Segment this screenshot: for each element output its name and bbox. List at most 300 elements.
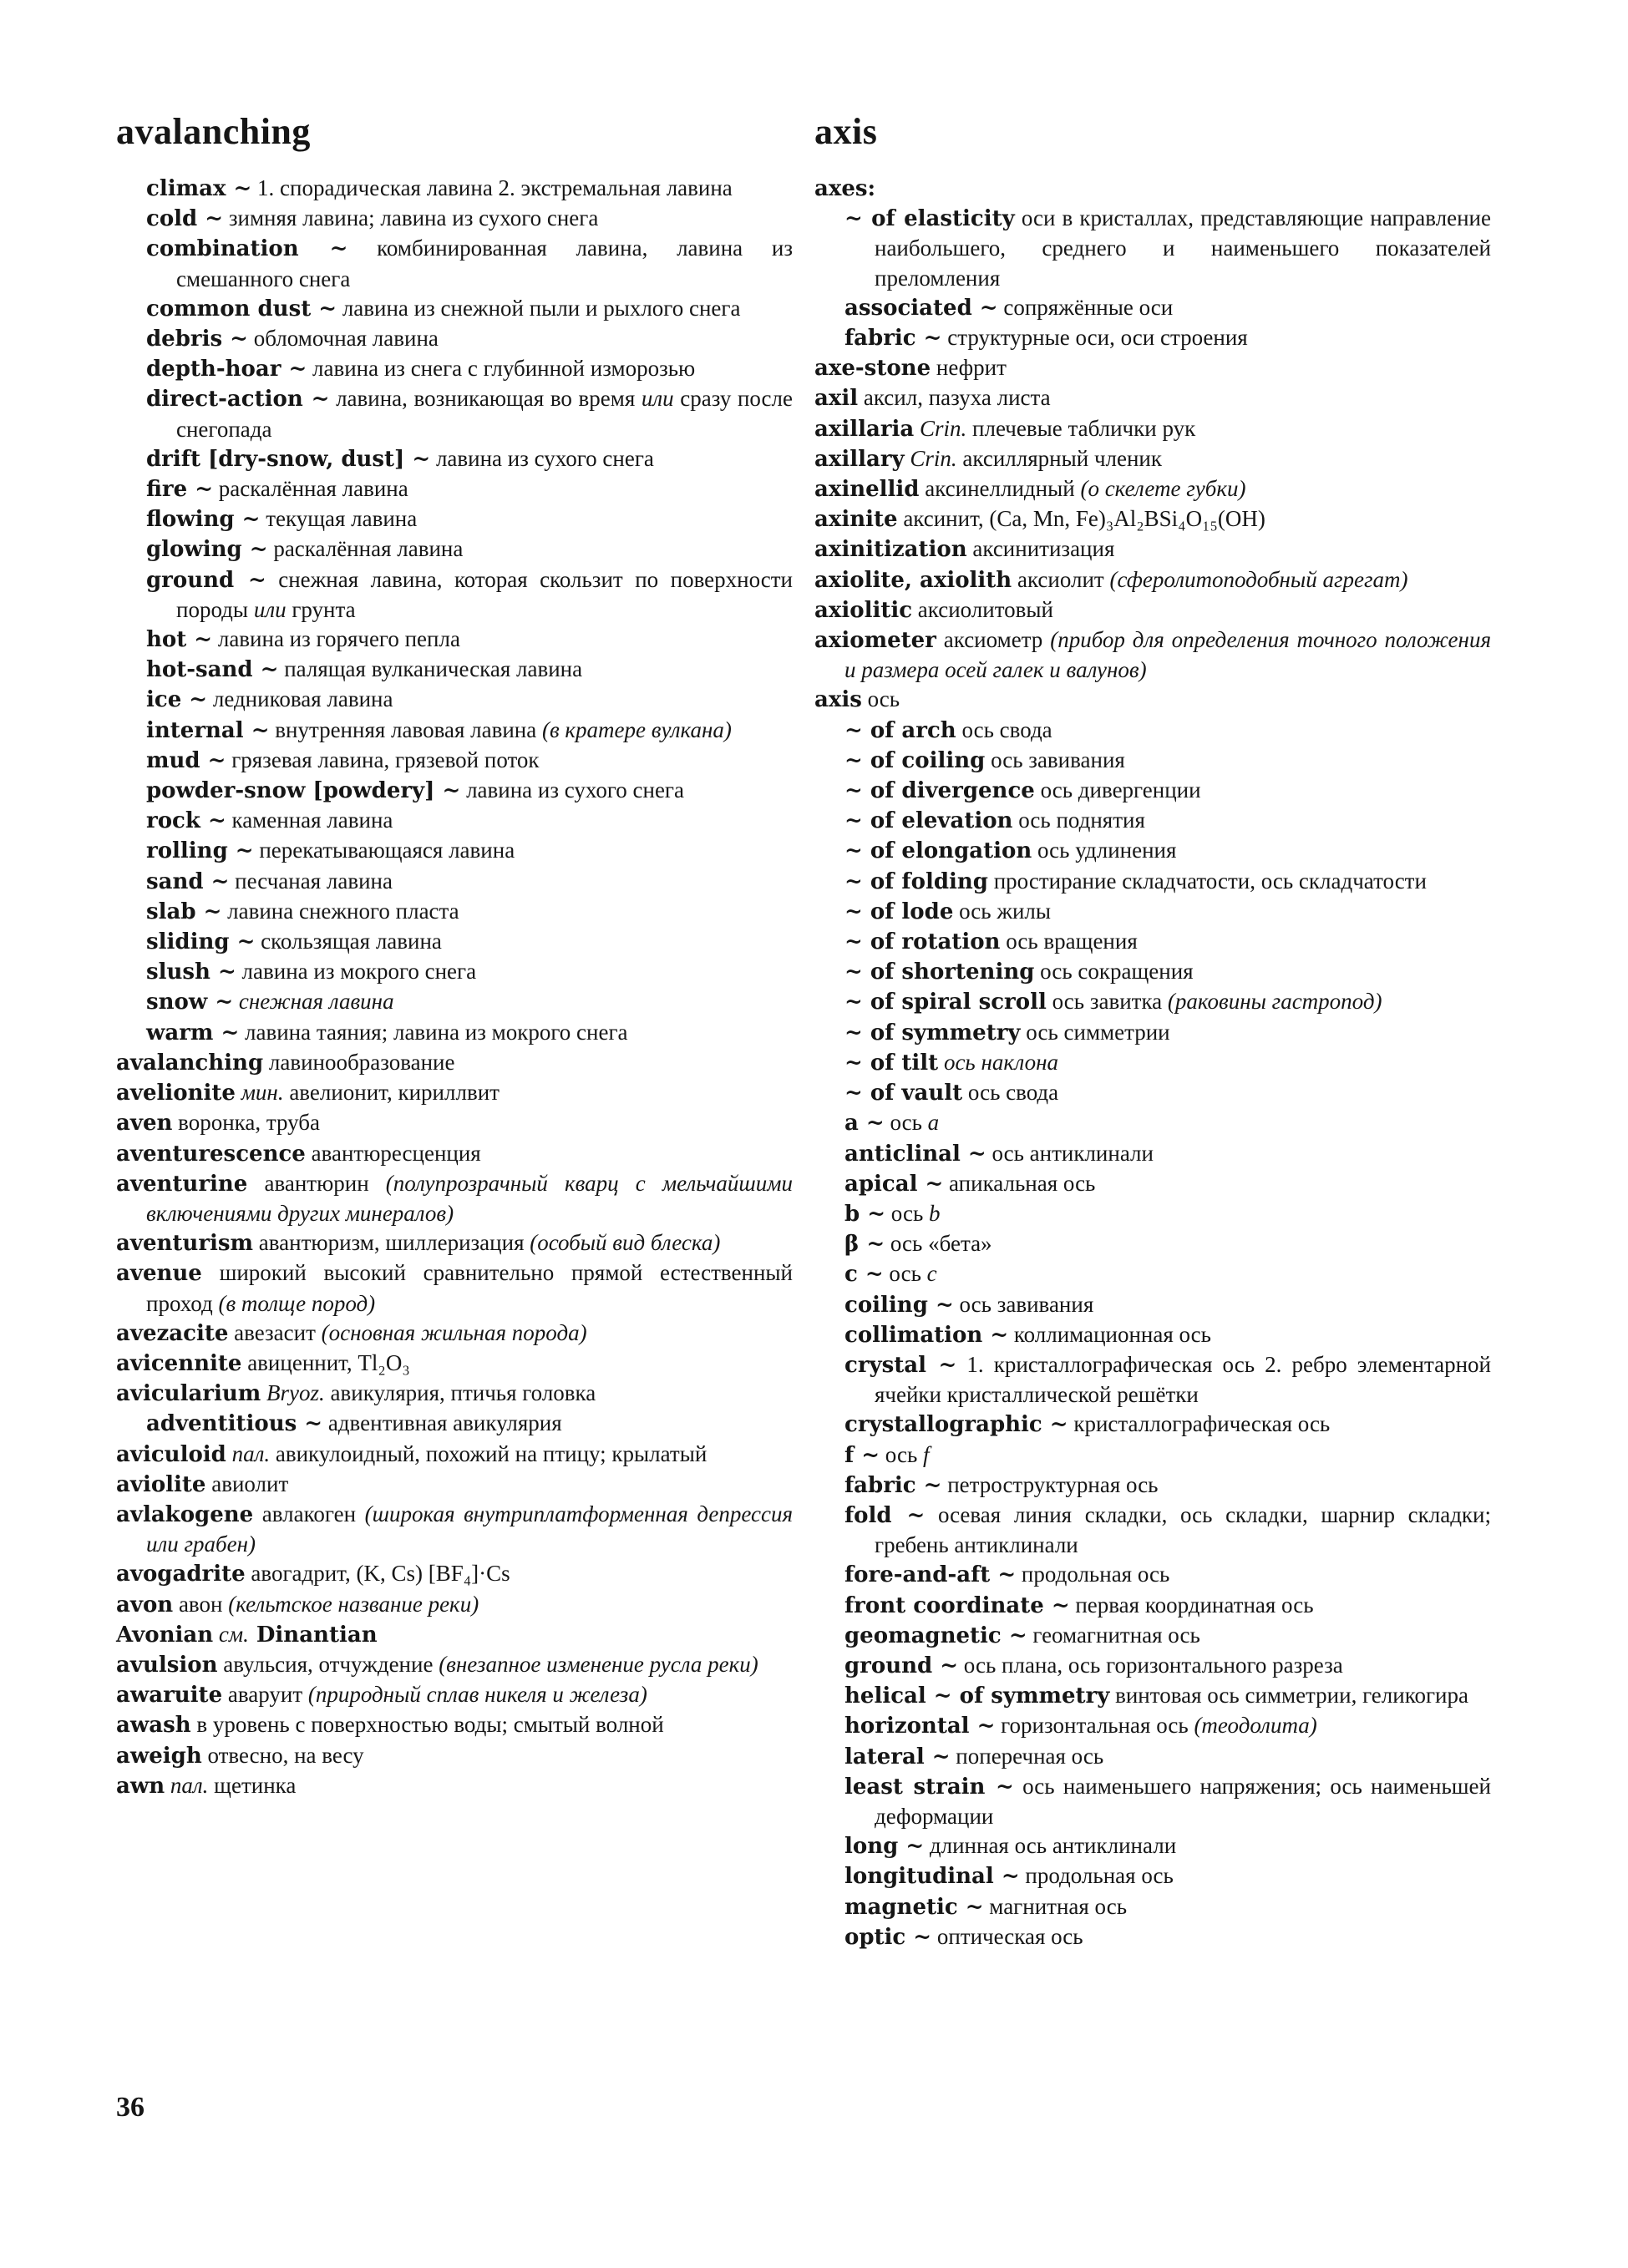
dictionary-entry (116, 1440, 793, 1470)
cross-reference: Dinantian (248, 1622, 378, 1648)
headword: snow ~ (146, 990, 234, 1015)
definition: аваруит (222, 1682, 303, 1708)
definition: ось свода (962, 1080, 1059, 1106)
definition: авелионит, кириллвит (283, 1080, 500, 1106)
headword: common dust ~ (146, 296, 337, 321)
headword: axis (814, 687, 862, 713)
definition: лавина из снега с глубинной изморозью (307, 356, 696, 382)
headword: adventitious ~ (146, 1411, 323, 1437)
definition: ось симметрии (1020, 1019, 1170, 1045)
dictionary-entry (814, 1831, 1491, 1861)
dictionary-entry (814, 1078, 1491, 1108)
definition: раскалённая лавина (212, 476, 408, 502)
dictionary-entry (814, 1440, 1491, 1471)
headword: axiolite, axiolith (814, 567, 1012, 593)
dictionary-entry (814, 1018, 1491, 1048)
definition: каменная лавина (226, 807, 393, 833)
right-entry-list (814, 174, 1491, 1952)
headword: ground ~ (146, 567, 266, 593)
dictionary-entry (814, 685, 1491, 715)
gloss-note: (основная жильная порода) (315, 1319, 587, 1345)
headword: axinite (814, 507, 898, 533)
headword: axil (814, 386, 859, 412)
dictionary-entry (814, 987, 1491, 1017)
dictionary-entry (116, 957, 793, 987)
dictionary-entry (116, 806, 793, 836)
dictionary-entry (814, 1139, 1491, 1169)
dictionary-entry (116, 927, 793, 957)
dictionary-entry (116, 987, 793, 1017)
dictionary-entry (116, 1470, 793, 1500)
dictionary-entry (116, 1018, 793, 1048)
dictionary-entry (814, 1711, 1491, 1741)
definition: авезасит (228, 1319, 316, 1345)
dictionary-entry (814, 1591, 1491, 1621)
headword: β ~ (844, 1232, 885, 1258)
dictionary-entry (814, 957, 1491, 987)
dictionary-entry (814, 1471, 1491, 1501)
headword: aviculoid (116, 1441, 226, 1467)
dictionary-entry (116, 1409, 793, 1439)
dictionary-entry (116, 1680, 793, 1710)
dictionary-entry (116, 1710, 793, 1740)
gloss-note: (особый вид блеска) (524, 1230, 721, 1256)
definition: лавина снежного пласта (221, 898, 459, 924)
headword: fabric ~ (844, 1472, 942, 1498)
definition: авикулоидный, похожий на птицу; крылатый (270, 1440, 707, 1466)
headword: direct-action ~ (146, 387, 330, 413)
headword: anticlinal ~ (844, 1141, 986, 1167)
headword: mud ~ (146, 747, 226, 773)
headword: internal ~ (146, 717, 270, 743)
usage-label: или (248, 596, 287, 622)
headword: axiolitic (814, 597, 913, 623)
dictionary-entry (814, 1350, 1491, 1410)
definition: ось сокращения (1034, 959, 1194, 985)
usage-label: см. (213, 1621, 249, 1647)
headword: aweigh (116, 1743, 202, 1769)
dictionary-entry (116, 294, 793, 324)
gloss-note: b (923, 1200, 941, 1226)
definition: ось свода (956, 716, 1052, 742)
definition: ось наименьшего напряжения; ось наименьшей деформации (875, 1773, 1491, 1829)
headword: front coordinate ~ (844, 1592, 1070, 1618)
definition: лавина таяния; лавина из мокрого снега (239, 1019, 628, 1045)
usage-label: пал. (226, 1440, 271, 1466)
dictionary-entry (116, 354, 793, 384)
definition: продольная ось (1016, 1562, 1170, 1587)
dictionary-entry (116, 836, 793, 866)
definition: ось поднятия (1012, 807, 1145, 833)
headword: rolling ~ (146, 838, 254, 864)
headword: cold ~ (146, 206, 224, 232)
headword: axinitization (814, 537, 967, 563)
dictionary-entry (814, 534, 1491, 564)
dictionary-entry (116, 746, 793, 776)
definition: авлакоген (253, 1501, 357, 1526)
headword: Avonian (116, 1622, 214, 1648)
dictionary-entry (814, 383, 1491, 413)
dictionary-entry (116, 1169, 793, 1228)
dictionary-entry (116, 1319, 793, 1349)
dictionary-entry (814, 1169, 1491, 1199)
headword: warm ~ (146, 1020, 240, 1045)
dictionary-entry (116, 1228, 793, 1258)
headword: depth-hoar ~ (146, 357, 307, 382)
dictionary-entry (814, 625, 1491, 685)
gloss-note: (широкая внутриплатформенная депрессия или грабен) (146, 1501, 793, 1557)
headword: flowing ~ (146, 507, 261, 533)
headword: axes: (814, 176, 876, 201)
headword: combination ~ (146, 236, 348, 262)
dictionary-entry (814, 1259, 1491, 1289)
definition: сопряжённые оси (997, 294, 1174, 320)
dictionary-entry (116, 1379, 793, 1409)
headword: long ~ (844, 1834, 925, 1860)
dictionary-entry (116, 1139, 793, 1169)
definition: ось жилы (953, 898, 1052, 924)
dictionary-entry (116, 1590, 793, 1620)
definition: кристаллографическая ось (1068, 1411, 1331, 1437)
definition: простирание складчатости, ось складчатости (987, 868, 1427, 894)
definition: лавина из сухого снега (460, 777, 684, 803)
dictionary-entry (116, 534, 793, 564)
headword: ~ of folding (844, 868, 988, 894)
dictionary-entry (116, 384, 793, 443)
dictionary-entry (116, 867, 793, 897)
definition: винтовая ось симметрии, геликогира (1109, 1683, 1468, 1709)
definition: ось вращения (1000, 929, 1138, 954)
dictionary-entry (116, 444, 793, 474)
definition: широкий высокий сравнительно прямой естественный проход (146, 1260, 793, 1316)
definition: аксинит, (Ca, Mn, Fe)₃Al₂BSi₄O₁₅(OH) (897, 506, 1265, 532)
definition: нефрит (931, 355, 1007, 381)
definition: продольная ось (1019, 1863, 1174, 1889)
dictionary-entry (814, 927, 1491, 957)
headword: axiometer (814, 628, 936, 654)
gloss-note: (о скелете губки) (1074, 476, 1246, 502)
dictionary-entry (116, 655, 793, 685)
headword: avenue (116, 1261, 202, 1287)
definition: воронка, труба (172, 1110, 321, 1136)
definition: ось удлинения (1032, 838, 1177, 863)
definition: петроструктурная ось (941, 1471, 1159, 1497)
definition: перекатывающаяся лавина (253, 838, 515, 863)
gloss-note: (сферолитоподобный агрегат) (1103, 566, 1408, 592)
headword: avicularium (116, 1381, 261, 1407)
definition: 1. спорадическая лавина 2. экстремальная лавина (251, 175, 733, 200)
headword: ~ of tilt (844, 1050, 939, 1076)
definition: ось завивания (985, 747, 1125, 772)
dictionary-entry (116, 1650, 793, 1680)
headword: c ~ (844, 1262, 884, 1288)
usage-label: Crin. (904, 445, 957, 471)
dictionary-entry (814, 806, 1491, 836)
gloss-note: ось наклона (938, 1049, 1059, 1075)
dictionary-entry (814, 323, 1491, 353)
definition: апикальная ось (943, 1170, 1096, 1196)
dictionary-entry (814, 1742, 1491, 1772)
dictionary-entry (814, 174, 1491, 204)
dictionary-entry (116, 565, 793, 625)
headword: aven (116, 1111, 173, 1137)
right-running-head: axis (814, 111, 878, 152)
headword: ~ of spiral scroll (844, 990, 1047, 1015)
definition: ось (883, 1261, 921, 1287)
headword: avelionite (116, 1081, 236, 1106)
headword: geomagnetic ~ (844, 1623, 1027, 1648)
definition: ось (884, 1110, 922, 1136)
dictionary-entry (814, 836, 1491, 866)
definition: раскалённая лавина (267, 536, 464, 562)
definition: ось (880, 1441, 918, 1467)
dictionary-entry (814, 204, 1491, 293)
definition: скользящая лавина (255, 929, 442, 954)
page-number: 36 (116, 2092, 145, 2123)
gloss-note: f (917, 1441, 930, 1467)
definition: аксиометр (936, 627, 1043, 653)
definition: авон (173, 1591, 223, 1617)
definition: в уровень с поверхностью воды; смытый волной (190, 1712, 664, 1738)
definition: ось плана, ось горизонтального разреза (958, 1652, 1343, 1678)
definition: оптическая ось (931, 1923, 1083, 1949)
headword: associated ~ (844, 295, 998, 321)
definition: ось завивания (953, 1291, 1094, 1317)
definition: 1. кристаллографическая ось 2. ребро элементарной ячейки кристаллической решётки (875, 1351, 1491, 1408)
dictionary-entry (116, 234, 793, 293)
headword: b ~ (844, 1201, 886, 1227)
gloss-note: c (921, 1261, 937, 1287)
headword: optic ~ (844, 1924, 932, 1950)
right-column (814, 110, 1491, 1952)
headword: magnetic ~ (844, 1894, 984, 1920)
dictionary-entry (814, 353, 1491, 383)
headword: ~ of symmetry (844, 1020, 1021, 1045)
headword: aventurescence (116, 1141, 306, 1167)
definition: ледниковая лавина (207, 686, 393, 712)
headword: fire ~ (146, 477, 213, 503)
definition: авантюресценция (305, 1140, 481, 1166)
headword: avicennite (116, 1350, 242, 1376)
headword: coiling ~ (844, 1292, 954, 1318)
dictionary-entry (814, 867, 1491, 897)
definition: ось дивергенции (1034, 777, 1201, 803)
definition: магнитная ось (983, 1893, 1128, 1919)
dictionary-entry (814, 1892, 1491, 1922)
headword: debris ~ (146, 327, 248, 352)
definition: структурные оси, оси строения (941, 325, 1248, 351)
gloss-note: (природный сплав никеля и железа) (302, 1682, 647, 1708)
dictionary-entry (814, 1048, 1491, 1078)
headword: fabric ~ (844, 326, 942, 352)
dictionary-entry (116, 1078, 793, 1108)
definition: лавина, возникающая во время (329, 386, 636, 412)
dictionary-entry (814, 1560, 1491, 1590)
dictionary-entry (814, 1681, 1491, 1711)
dictionary-entry (116, 716, 793, 746)
headword: sand ~ (146, 868, 230, 894)
headword: ~ of vault (844, 1081, 963, 1106)
dictionary-entry (814, 595, 1491, 625)
definition: грязевая лавина, грязевой поток (226, 747, 540, 772)
usage-label: пал. (165, 1772, 209, 1798)
headword: avogadrite (116, 1562, 246, 1587)
headword: apical ~ (844, 1171, 944, 1197)
dictionary-entry (116, 324, 793, 354)
headword: avulsion (116, 1652, 218, 1678)
dictionary-entry (814, 504, 1491, 534)
dictionary-entry (116, 776, 793, 806)
headword: crystal ~ (844, 1352, 957, 1378)
headword: lateral ~ (844, 1744, 951, 1769)
dictionary-entry (814, 1501, 1491, 1560)
headword: crystallographic ~ (844, 1412, 1068, 1438)
usage-label: мин. (235, 1080, 284, 1106)
headword: hot-sand ~ (146, 657, 279, 683)
definition: оси в кристаллах, представляющие направление наибольшего, среднего и наименьшего показателей преломления (875, 205, 1491, 291)
definition: ось (861, 686, 900, 712)
definition: авантюрин (247, 1170, 369, 1196)
headword: rock ~ (146, 808, 226, 834)
definition: аксиллярный членик (956, 445, 1162, 471)
dictionary-entry (116, 1559, 793, 1589)
definition: авантюризм, шиллеризация (253, 1230, 525, 1256)
definition: авиценнит, Tl₂O₃ (241, 1349, 410, 1375)
definition: внутренняя лавовая лавина (269, 716, 537, 742)
dictionary-entry (814, 716, 1491, 746)
gloss-note: (раковины гастропод) (1162, 989, 1382, 1015)
definition: сразу после снегопада (176, 386, 794, 442)
headword: ground ~ (844, 1653, 959, 1678)
definition: аксиолитовый (912, 596, 1054, 622)
dictionary-entry (116, 685, 793, 715)
dictionary-entry (116, 1620, 793, 1650)
dictionary-entry (814, 1651, 1491, 1681)
definition: комбинированная лавина, лавина из смешанного снега (176, 235, 794, 291)
headword: ~ of elevation (844, 808, 1013, 834)
dictionary-entry (814, 776, 1491, 806)
definition: аксинитизация (966, 536, 1115, 562)
dictionary-entry (116, 1500, 793, 1559)
definition: лавинообразование (263, 1049, 455, 1075)
definition: щетинка (208, 1772, 297, 1798)
headword: awaruite (116, 1683, 223, 1709)
definition: лавина из горячего пепла (212, 626, 460, 652)
gloss-note: (прибор для определения точного положения и размера осей галек и валунов) (844, 627, 1491, 683)
dictionary-entry (814, 1199, 1491, 1229)
dictionary-entry (814, 414, 1491, 444)
definition: снежная лавина, которая скользит по поверхности породы (176, 566, 793, 622)
headword: a ~ (844, 1111, 885, 1137)
headword: awash (116, 1713, 191, 1739)
headword: longitudinal ~ (844, 1864, 1020, 1890)
definition: ось «бета» (885, 1231, 992, 1257)
gloss-note: (полупрозрачный кварц с мельчайшими включениями других минералов) (146, 1170, 793, 1226)
definition: плечевые таблички рук (966, 415, 1196, 441)
headword: glowing ~ (146, 537, 268, 563)
dictionary-entry (814, 1108, 1491, 1138)
definition: ось (885, 1200, 924, 1226)
definition: песчаная лавина (229, 868, 393, 894)
definition: палящая вулканическая лавина (278, 656, 583, 682)
headword: ~ of rotation (844, 929, 1001, 955)
usage-label: или (635, 386, 674, 412)
dictionary-entry (116, 1349, 793, 1379)
definition: ось завитка (1046, 989, 1163, 1015)
dictionary-entry (814, 444, 1491, 474)
headword: slab ~ (146, 899, 222, 924)
definition: поперечная ось (950, 1743, 1104, 1769)
headword: f ~ (844, 1442, 880, 1468)
headword: ~ of elasticity (844, 206, 1015, 232)
definition: обломочная лавина (247, 326, 439, 352)
definition: авикулярия, птичья головка (324, 1380, 596, 1406)
dictionary-entry (814, 1229, 1491, 1259)
definition: первая координатная ось (1069, 1592, 1314, 1617)
dictionary-entry (116, 1771, 793, 1801)
headword: ~ of coiling (844, 747, 986, 773)
definition: аксиолит (1012, 566, 1104, 592)
dictionary-entry (814, 897, 1491, 927)
headword: ~ of arch (844, 717, 956, 743)
headword: avezacite (116, 1320, 229, 1346)
dictionary-entry (814, 746, 1491, 776)
headword: drift [dry-snow, dust] ~ (146, 446, 431, 472)
gloss-note: снежная лавина (233, 989, 394, 1015)
definition: геомагнитная ось (1027, 1622, 1200, 1648)
dictionary-entry (116, 1258, 793, 1318)
usage-label: Crin. (914, 415, 967, 441)
dictionary-entry (814, 565, 1491, 595)
headword: ice ~ (146, 687, 208, 713)
headword: least strain ~ (844, 1774, 1014, 1800)
definition: авиолит (205, 1471, 289, 1496)
dictionary-entry (814, 293, 1491, 323)
dictionary-entry (814, 1290, 1491, 1320)
headword: horizontal ~ (844, 1714, 996, 1739)
dictionary-entry (814, 1621, 1491, 1651)
headword: axe-stone (814, 356, 931, 382)
dictionary-entry (116, 1048, 793, 1078)
left-entry-list (116, 174, 793, 1801)
headword: avlakogene (116, 1501, 254, 1527)
definition: горизонтальная ось (995, 1713, 1189, 1739)
headword: slush ~ (146, 959, 236, 985)
gloss-note: (внезапное изменение русла реки) (433, 1651, 758, 1677)
headword: fore-and-aft ~ (844, 1562, 1017, 1588)
dictionary-entry (116, 204, 793, 234)
dictionary-entry (814, 1922, 1491, 1952)
definition: осевая линия складки, ось складки, шарнир складки; гребень антиклинали (875, 1501, 1491, 1558)
definition: ось антиклинали (986, 1140, 1154, 1166)
headword: ~ of shortening (844, 959, 1035, 985)
usage-label: Bryoz. (261, 1380, 325, 1406)
headword: ~ of divergence (844, 778, 1035, 804)
dictionary-entry (814, 1320, 1491, 1350)
dictionary-entry (116, 625, 793, 655)
dictionary-entry (116, 897, 793, 927)
dictionary-entry (116, 1108, 793, 1138)
headword: hot ~ (146, 627, 213, 653)
definition: адвентивная авикулярия (322, 1410, 562, 1436)
definition: коллимационная ось (1008, 1321, 1211, 1347)
headword: avalanching (116, 1050, 264, 1076)
definition: длинная ось антиклинали (924, 1833, 1177, 1859)
dictionary-entry (116, 504, 793, 534)
headword: powder-snow [powdery] ~ (146, 778, 461, 804)
gloss-note: a (921, 1110, 940, 1136)
headword: aventurine (116, 1171, 248, 1197)
